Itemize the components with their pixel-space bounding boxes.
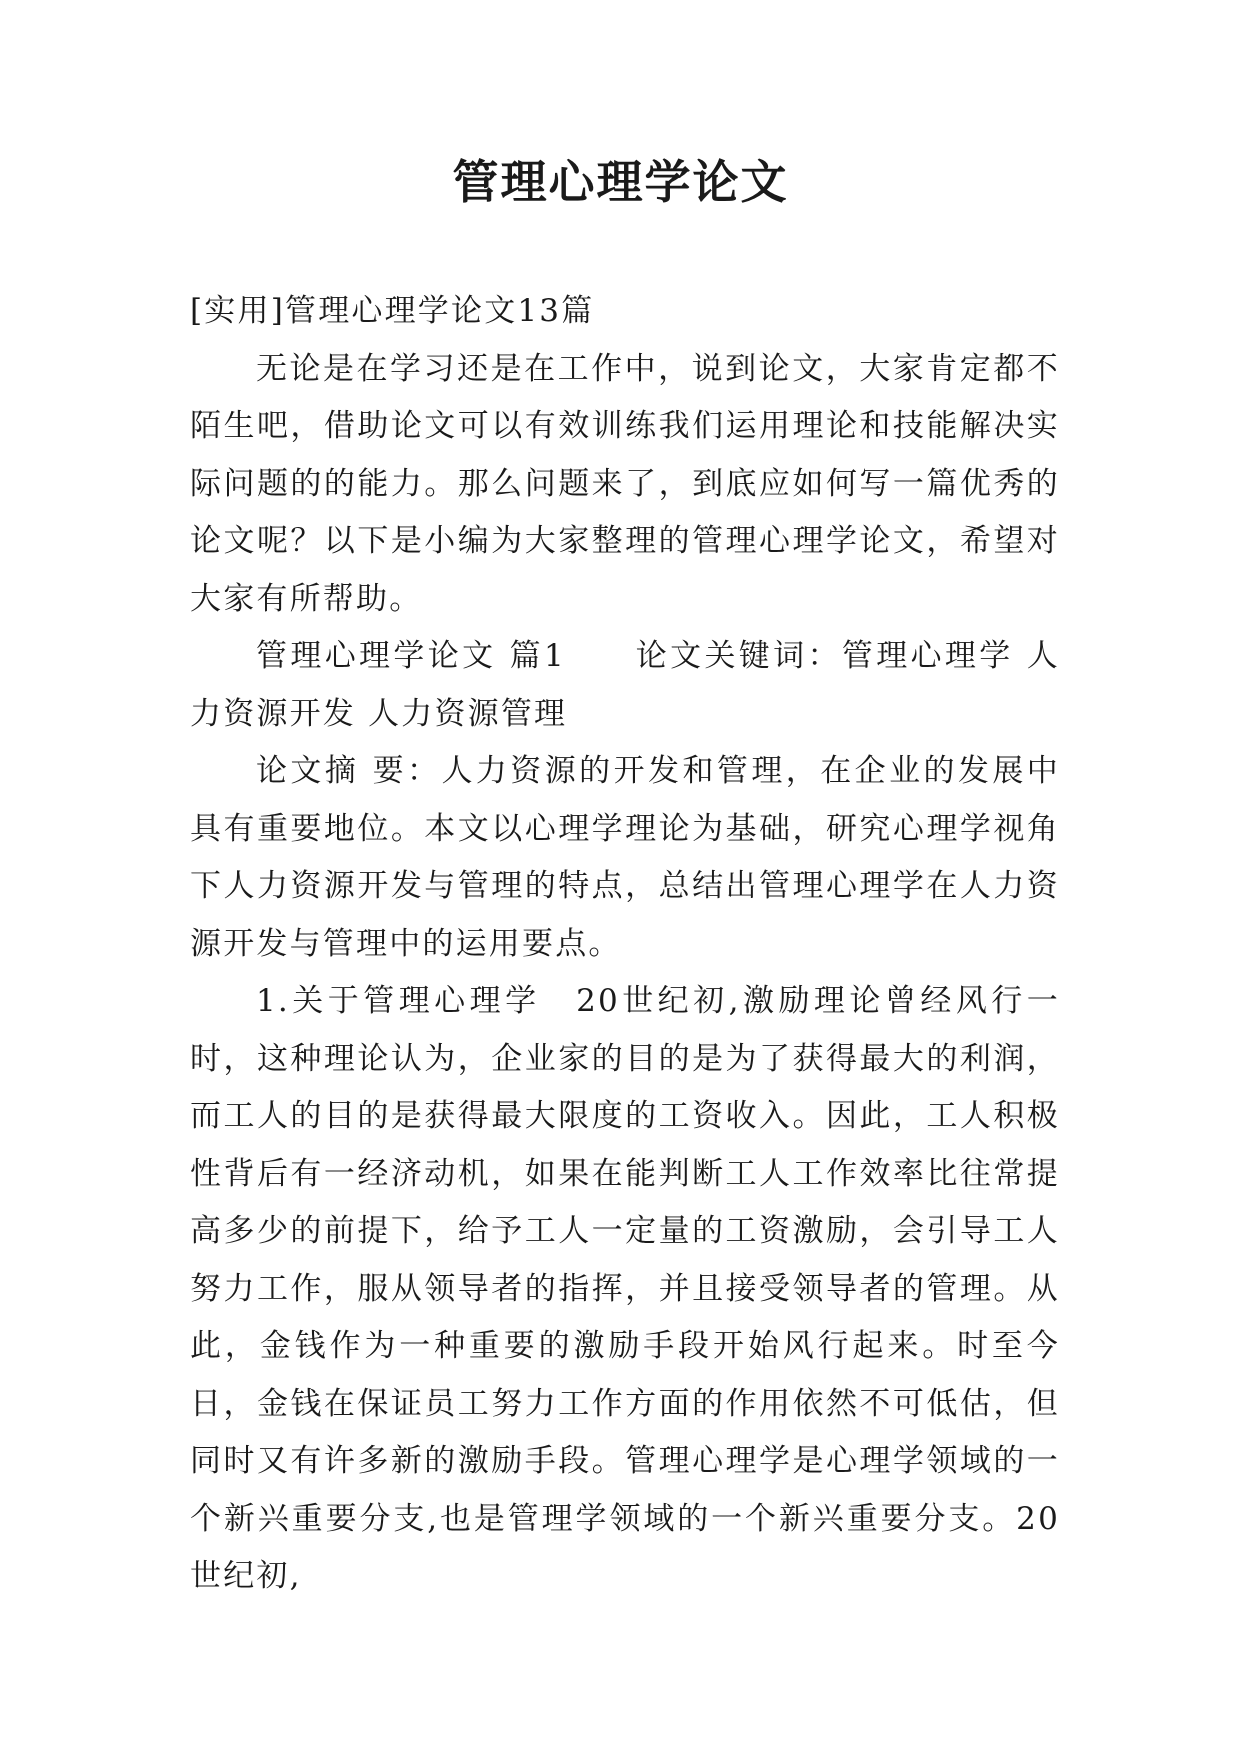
section-1-paragraph: 1.关于管理心理学 20世纪初,激励理论曾经风行一时，这种理论认为，企业家的目的是为了获得最大的利润，而工人的目的是获得最大限度的工资收入。因此，工人积极性背后有一经济动机，如果在能判断工人工作效率比往常提高多少的前提下，给予工人一定量的工资激励，会引导工人努力工作，服从领导者的指挥，并且接受领导者的管理。从此，金钱作为一种重要的激励手段开始风行起来。时至今日，金钱在保证员工努力工作方面的作用依然不可低估，但同时又有许多新的激励手段。管理心理学是心理学领域的一个新兴重要分支,也是管理学领域的一个新兴重要分支。20世纪初, (190, 983, 1060, 1594)
document-title: 管理心理学论文 (452, 155, 789, 209)
subtitle-line: [实用]管理心理学论文13篇 (190, 293, 595, 329)
intro-paragraph: 无论是在学习还是在工作中，说到论文，大家肯定都不陌生吧，借助论文可以有效训练我们运用理论和技能解决实际问题的的能力。那么问题来了，到底应如何写一篇优秀的论文呢？以下是小编为大家整理的管理心理学论文，希望对大家有所帮助。 (190, 350, 1060, 617)
keywords-paragraph: 管理心理学论文 篇1 论文关键词：管理心理学 人力资源开发 人力资源管理 (190, 638, 1060, 732)
document-body (190, 283, 1060, 1606)
abstract-paragraph: 论文摘 要：人力资源的开发和管理，在企业的发展中具有重要地位。本文以心理学理论为基础，研究心理学视角下人力资源开发与管理的特点，总结出管理心理学在人力资源开发与管理中的运用要点。 (190, 753, 1060, 962)
